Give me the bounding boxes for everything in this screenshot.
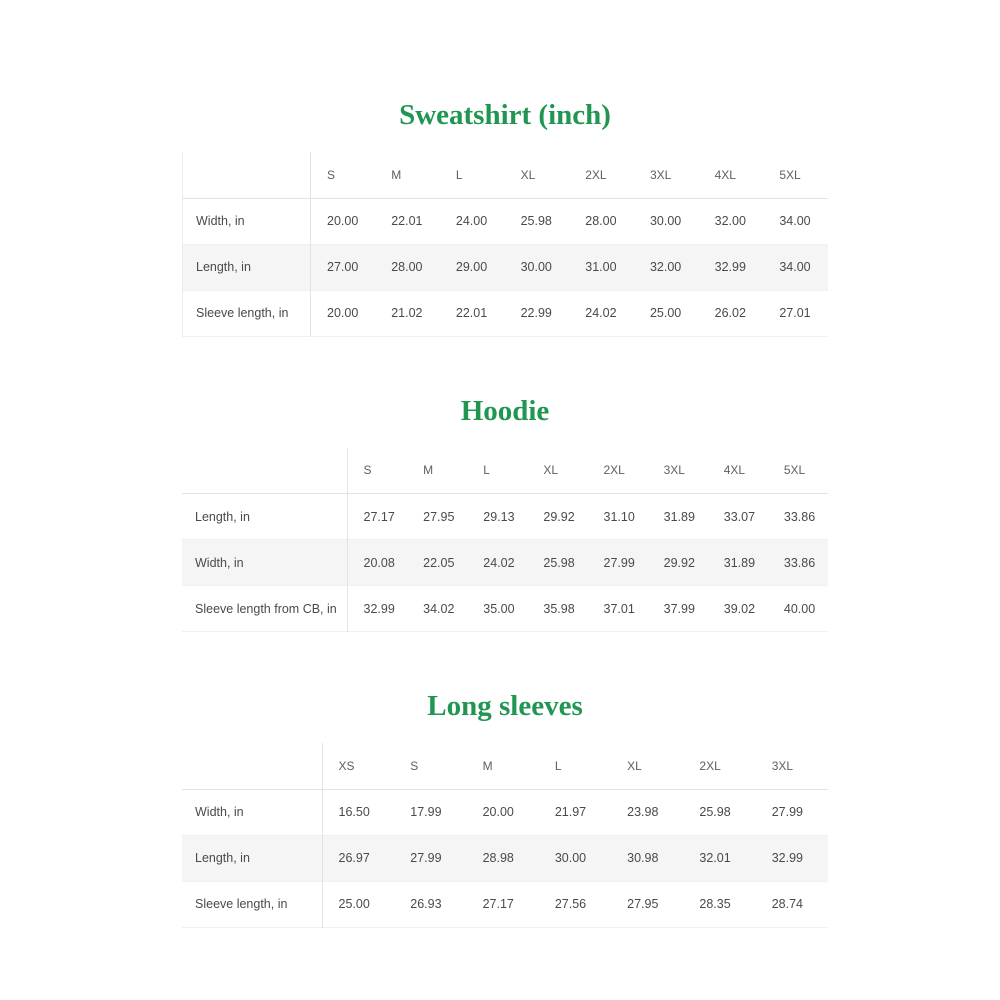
value-cell: 32.00 — [649, 260, 682, 274]
value-cell: 31.10 — [603, 509, 635, 524]
value-cell: 20.00 — [311, 290, 376, 336]
sweatshirt-table-title: Sweatshirt (inch) — [399, 99, 611, 131]
table-row — [182, 789, 828, 835]
value-cell: 34.00 — [779, 260, 811, 274]
header-row — [182, 448, 828, 494]
hoodie-size-table — [182, 448, 828, 633]
value-cell: 25.98 — [520, 214, 552, 228]
size-header-3xl: 3XL — [663, 463, 685, 478]
value-cell: 17.99 — [410, 805, 442, 819]
value-cell: 23.98 — [627, 805, 659, 819]
value-cell: 20.08 — [347, 540, 407, 586]
value-cell: 24.00 — [455, 214, 488, 228]
row-label: Sleeve length, in — [196, 306, 289, 320]
hoodie-table-header — [182, 448, 828, 494]
size-header-m: M — [423, 463, 434, 478]
size-header-l: L — [483, 463, 490, 478]
value-cell: 26.02 — [714, 306, 746, 320]
size-header-l: L — [455, 167, 463, 182]
size-header-2xl: 2XL — [585, 167, 607, 182]
size-header-5xl: 5XL — [779, 167, 801, 182]
table-row — [182, 881, 828, 927]
value-cell: 33.86 — [783, 509, 816, 524]
hoodie-table-title: Hoodie — [460, 394, 550, 427]
table-row — [183, 198, 829, 244]
value-cell: 30.00 — [520, 260, 552, 274]
row-label: Length, in — [195, 851, 250, 865]
value-cell: 21.97 — [554, 805, 587, 819]
value-cell: 27.95 — [423, 509, 455, 524]
value-cell: 25.98 — [543, 555, 575, 570]
value-cell: 27.99 — [771, 805, 803, 819]
size-header-s: S — [311, 152, 376, 198]
value-cell: 33.86 — [783, 555, 816, 570]
value-cell: 27.99 — [603, 555, 635, 570]
value-cell: 28.98 — [482, 851, 514, 865]
corner-cell — [182, 448, 347, 494]
table-row — [182, 835, 828, 881]
value-cell: 32.99 — [347, 586, 407, 632]
row-label: Width, in — [195, 555, 244, 570]
size-header-m: M — [391, 167, 402, 182]
size-header-s: S — [347, 448, 407, 494]
value-cell: 25.00 — [322, 881, 394, 927]
value-cell: 40.00 — [783, 601, 816, 616]
value-cell: 27.00 — [311, 244, 376, 290]
row-label: Sleeve length, in — [195, 897, 288, 911]
value-cell: 22.99 — [520, 306, 552, 320]
value-cell: 27.99 — [410, 851, 442, 865]
value-cell: 25.00 — [649, 306, 682, 320]
row-label: Sleeve length from CB, in — [195, 601, 337, 616]
value-cell: 27.17 — [482, 897, 514, 911]
sweatshirt-table-header — [183, 152, 829, 198]
size-header-xl: XL — [520, 167, 536, 182]
size-header-2xl: 2XL — [603, 463, 625, 478]
value-cell: 28.00 — [391, 260, 423, 274]
value-cell: 20.00 — [482, 805, 514, 819]
long-sleeves-table-title: Long sleeves — [427, 690, 583, 722]
value-cell: 22.01 — [391, 214, 423, 228]
value-cell: 31.00 — [585, 260, 617, 274]
value-cell: 35.98 — [543, 601, 575, 616]
value-cell: 27.17 — [347, 494, 407, 540]
long-sleeves-table-header — [182, 743, 828, 789]
corner-cell — [182, 743, 322, 789]
value-cell: 35.00 — [483, 601, 515, 616]
value-cell: 26.97 — [322, 835, 394, 881]
size-header-4xl: 4XL — [714, 167, 736, 182]
value-cell: 37.99 — [663, 601, 695, 616]
size-header-xs: XS — [322, 743, 394, 789]
sweatshirt-table-body — [183, 198, 829, 336]
size-guide-content — [182, 0, 828, 928]
value-cell: 33.07 — [723, 509, 756, 524]
value-cell: 24.02 — [483, 555, 515, 570]
long-sleeves-size-table — [182, 743, 828, 928]
table-row — [183, 244, 829, 290]
value-cell: 32.99 — [771, 851, 803, 865]
size-header-3xl: 3XL — [771, 758, 794, 773]
size-header-4xl: 4XL — [723, 463, 746, 478]
value-cell: 27.56 — [554, 897, 587, 911]
value-cell: 30.00 — [554, 851, 587, 865]
long-sleeves-table-body — [182, 789, 828, 927]
value-cell: 20.00 — [311, 198, 376, 244]
value-cell: 34.00 — [779, 214, 811, 228]
value-cell: 37.01 — [603, 601, 635, 616]
value-cell: 16.50 — [322, 789, 394, 835]
value-cell: 22.05 — [423, 555, 455, 570]
value-cell: 29.92 — [543, 509, 575, 524]
long-sleeves-section — [182, 689, 828, 928]
table-row — [182, 494, 828, 540]
value-cell: 28.00 — [585, 214, 617, 228]
value-cell: 28.74 — [771, 897, 803, 911]
size-header-2xl: 2XL — [699, 758, 721, 773]
value-cell: 39.02 — [723, 601, 756, 616]
value-cell: 34.02 — [423, 601, 455, 616]
value-cell: 29.00 — [455, 260, 488, 274]
header-row — [182, 743, 828, 789]
size-header-m: M — [482, 758, 493, 773]
value-cell: 24.02 — [585, 306, 617, 320]
value-cell: 32.01 — [699, 851, 731, 865]
size-header-xl: XL — [627, 758, 642, 773]
value-cell: 30.98 — [627, 851, 659, 865]
value-cell: 28.35 — [699, 897, 731, 911]
sweatshirt-section — [182, 98, 828, 337]
value-cell: 21.02 — [391, 306, 423, 320]
size-header-5xl: 5XL — [783, 463, 806, 478]
row-label: Width, in — [196, 214, 245, 228]
value-cell: 29.92 — [663, 555, 695, 570]
value-cell: 27.95 — [627, 897, 659, 911]
value-cell: 32.00 — [714, 214, 746, 228]
table-row — [182, 540, 828, 586]
value-cell: 26.93 — [410, 897, 442, 911]
sweatshirt-size-table — [182, 152, 828, 337]
size-header-3xl: 3XL — [649, 167, 672, 182]
hoodie-section — [182, 394, 828, 633]
header-row — [183, 152, 829, 198]
value-cell: 31.89 — [723, 555, 756, 570]
size-header-xl: XL — [543, 463, 559, 478]
hoodie-table-body — [182, 494, 828, 632]
table-row — [182, 586, 828, 632]
value-cell: 32.99 — [714, 260, 746, 274]
corner-cell — [183, 152, 311, 198]
table-row — [183, 290, 829, 336]
value-cell: 27.01 — [779, 306, 811, 320]
size-header-s: S — [410, 758, 419, 773]
row-label: Length, in — [196, 260, 251, 274]
value-cell: 22.01 — [455, 306, 488, 320]
value-cell: 25.98 — [699, 805, 731, 819]
row-label: Length, in — [195, 509, 250, 524]
value-cell: 31.89 — [663, 509, 695, 524]
row-label: Width, in — [195, 805, 244, 819]
value-cell: 29.13 — [483, 509, 515, 524]
value-cell: 30.00 — [649, 214, 682, 228]
size-header-l: L — [554, 758, 562, 773]
